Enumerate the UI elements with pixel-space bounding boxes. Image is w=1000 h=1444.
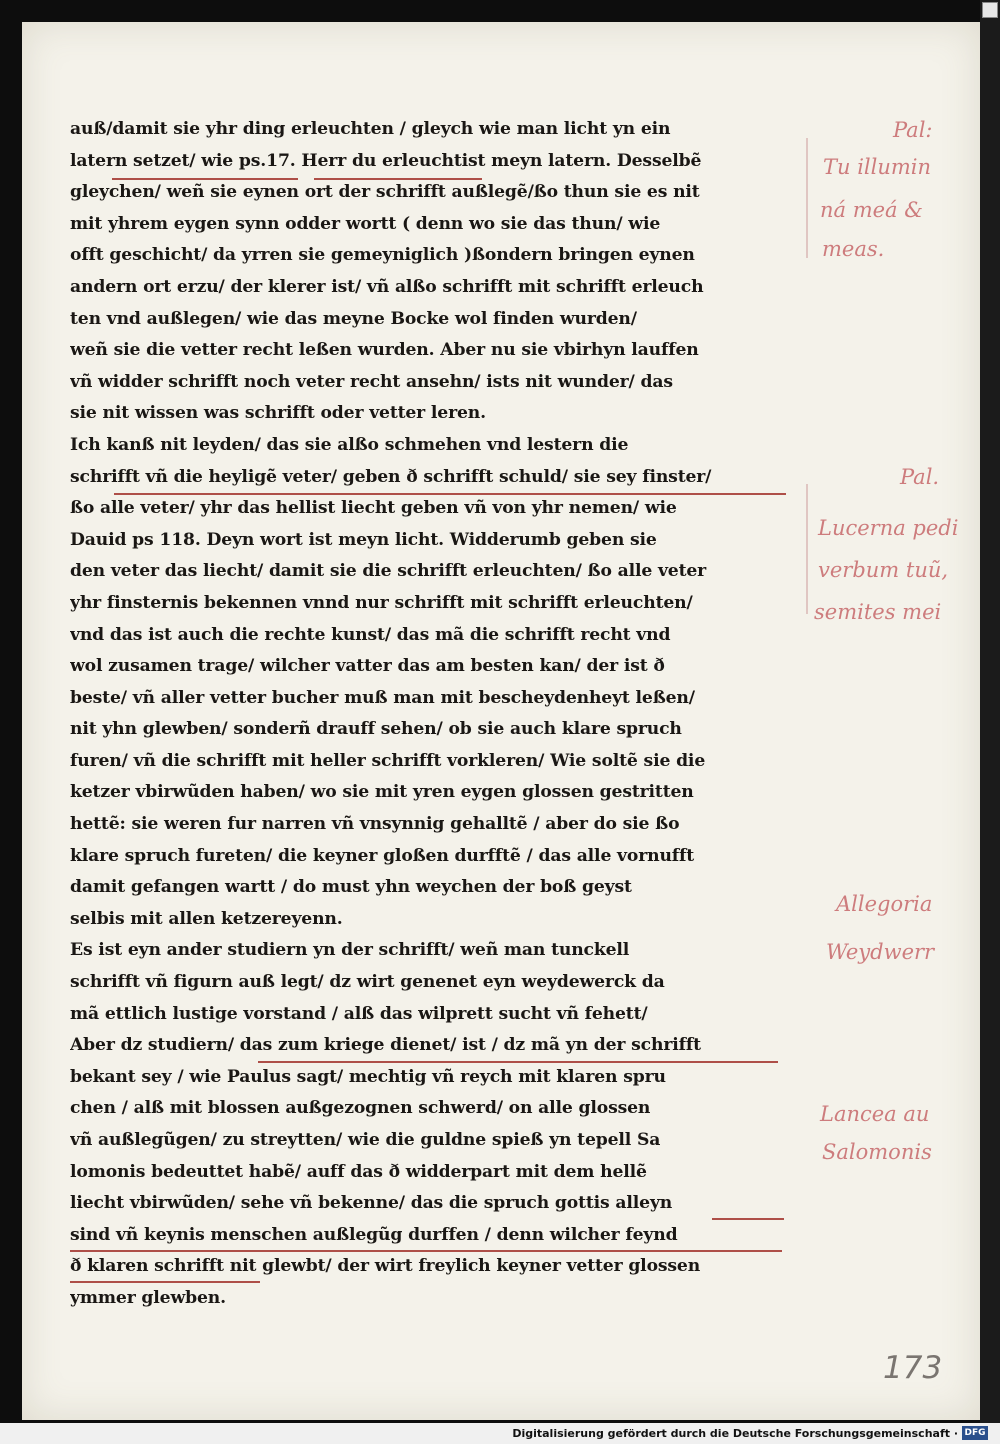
text-line: vñ außlegũgen/ zu streytten/ wie die guldne spieß yn tepell Sa	[70, 1130, 661, 1150]
scan-right-edge	[980, 0, 1000, 1444]
text-line: andern ort erzu/ der klerer ist/ vñ alßo schrifft mit schrifft erleuch	[70, 276, 704, 297]
text-line: lomonis bedeuttet habẽ/ auff das ð widderpart mit dem hellẽ	[70, 1161, 647, 1182]
text-line: schrifft vñ figurn auß legt/ dz wirt genenet eyn weydewerck da	[70, 972, 665, 993]
margin-note: Lancea au	[820, 1102, 930, 1126]
text-line: bekant sey / wie Paulus sagt/ mechtig vñ reych mit klaren spru	[70, 1066, 666, 1087]
text-line: den veter das liecht/ damit sie die schrifft erleuchten/ ßo alle veter	[70, 561, 707, 582]
red-underline	[112, 178, 298, 180]
text-line: Dauid ps 118. Deyn wort ist meyn licht. Widderumb geben sie	[70, 529, 657, 550]
text-line: latern setzet/ wie ps.17. Herr du erleuchtist meyn latern. Desselbẽ	[70, 150, 702, 171]
book-page	[22, 22, 980, 1420]
text-line: schrifft vñ die heyligẽ veter/ geben ð schrifft schuld/ sie sey finster/	[70, 466, 712, 487]
margin-note: ná meá &	[820, 198, 923, 222]
margin-bracket	[806, 484, 808, 614]
margin-note: meas.	[822, 237, 885, 261]
text-line: Aber dz studiern/ das zum kriege dienet/ ist / dz mã yn der schrifft	[70, 1035, 701, 1056]
dfg-logo-icon: DFG	[962, 1426, 988, 1440]
text-line: ßo alle veter/ yhr das hellist liecht geben vñ von yhr nemen/ wie	[70, 498, 677, 519]
text-line: beste/ vñ aller vetter bucher muß man mit bescheydenheyt leßen/	[70, 687, 695, 708]
text-line: ymmer glewben.	[70, 1287, 226, 1308]
text-line: chen / alß mit blossen außgezognen schwerd/ on alle glossen	[70, 1098, 651, 1119]
text-line: nit yhn glewben/ sonderñ drauff sehen/ ob sie auch klare spruch	[70, 719, 682, 740]
red-underline	[70, 1250, 782, 1252]
text-line: mit yhrem eygen synn odder wortt ( denn wo sie das thun/ wie	[70, 213, 661, 234]
text-line: sind vñ keynis menschen außlegũg durffen / denn wilcher feynd	[70, 1224, 678, 1245]
text-line: vñ widder schrifft noch veter recht ansehn/ ists nit wunder/ das	[70, 371, 673, 392]
text-line: damit gefangen wartt / do must yhn weychen der boß geyst	[70, 877, 632, 898]
margin-note: Lucerna pedi	[818, 516, 959, 540]
text-line: sie nit wissen was schrifft oder vetter leren.	[70, 403, 486, 424]
text-line: yhr finsternis bekennen vnnd nur schrifft mit schrifft erleuchten/	[70, 592, 693, 613]
text-line: vnd das ist auch die rechte kunst/ das mã die schrifft recht vnd	[70, 624, 671, 645]
text-line: mã ettlich lustige vorstand / alß das wilprett sucht vñ fehett/	[70, 1003, 648, 1024]
margin-note: Salomonis	[822, 1140, 932, 1164]
red-underline	[70, 1281, 260, 1283]
red-underline	[258, 1061, 778, 1063]
margin-note: Pal:	[893, 118, 933, 142]
text-line: ten vnd außlegen/ wie das meyne Bocke wol finden wurden/	[70, 308, 637, 329]
margin-note: verbum tuũ,	[818, 558, 949, 582]
margin-note: Weydwerr	[826, 940, 935, 964]
footer-credit-text: Digitalisierung gefördert durch die Deutsche Forschungsgemeinschaft ·	[512, 1427, 958, 1440]
red-underline	[314, 178, 482, 180]
text-line: furen/ vñ die schrifft mit heller schrifft vorkleren/ Wie soltẽ sie die	[70, 750, 706, 771]
margin-note: Pal.	[900, 465, 940, 489]
folio-number: 173	[883, 1350, 943, 1386]
text-line: ð klaren schrifft nit glewbt/ der wirt freylich keyner vetter glossen	[70, 1256, 701, 1277]
margin-note: Tu illumin	[823, 155, 932, 179]
text-line: hettẽ: sie weren fur narren vñ vnsynnig gehalltẽ / aber do sie ßo	[70, 814, 680, 835]
margin-bracket	[806, 138, 808, 258]
text-line: Ich kanß nit leyden/ das sie alßo schmehen vnd lestern die	[70, 434, 629, 455]
text-line: liecht vbirwũden/ sehe vñ bekenne/ das die spruch gottis alleyn	[70, 1193, 673, 1214]
text-line: ketzer vbirwũden haben/ wo sie mit yren eygen glossen gestritten	[70, 782, 694, 803]
margin-note: Allegoria	[836, 892, 933, 916]
text-line: gleychen/ weñ sie eynen ort der schrifft außlegẽ/ßo thun sie es nit	[70, 182, 700, 203]
text-line: klare spruch fureten/ die keyner gloßen durfftẽ / das alle vornufft	[70, 845, 695, 866]
scan-corner-marker	[982, 2, 998, 18]
body-text-block	[70, 114, 812, 1315]
text-line: auß/damit sie yhr ding erleuchten / gleych wie man licht yn ein	[70, 119, 671, 139]
margin-note: semites mei	[814, 600, 942, 624]
text-line: Es ist eyn ander studiern yn der schrifft/ weñ man tunckell	[70, 940, 630, 961]
red-underline	[712, 1218, 784, 1220]
text-line: weñ sie die vetter recht leßen wurden. Aber nu sie vbirhyn lauffen	[70, 340, 699, 361]
text-line: selbis mit allen ketzereyenn.	[70, 908, 343, 929]
red-underline	[114, 493, 786, 495]
text-line: offt geschicht/ da yrren sie gemeyniglich )ßondern bringen eynen	[70, 245, 695, 266]
text-line: wol zusamen trage/ wilcher vatter das am besten kan/ der ist ð	[70, 656, 665, 677]
